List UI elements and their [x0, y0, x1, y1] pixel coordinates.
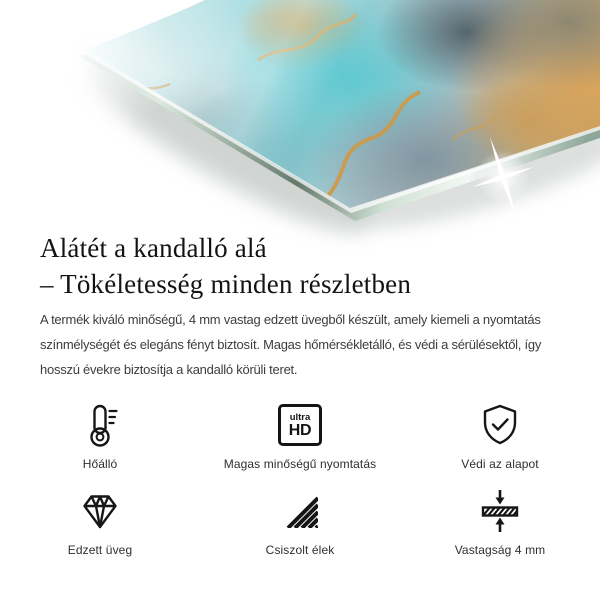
sparkle-glint-icon: [458, 132, 548, 222]
product-description: A termék kiváló minőségű, 4 mm vastag edzett üvegből készült, amely kiemeli a nyomtatás színmélységét és elegáns fényt biztosít. Magas hőmérsékletálló, és védi a sérülésektől, így hosszú évekre biztosítja a kandalló körüli teret.: [40, 312, 542, 377]
feature-label: Hőálló: [82, 457, 118, 471]
title-line-2: – Tökéletesség minden részletben: [40, 269, 412, 299]
feature-label: Edzett üveg: [67, 543, 133, 557]
thickness-icon: [476, 487, 524, 535]
feature-heat-resistant: [0, 401, 200, 471]
shield-check-icon: [476, 401, 524, 449]
feature-print-quality: [200, 401, 400, 471]
feature-thickness: [400, 487, 600, 557]
page-title: [40, 230, 411, 302]
feature-tempered-glass: [0, 487, 200, 557]
thermometer-icon: [76, 401, 124, 449]
diamond-icon: [76, 487, 124, 535]
features-grid: [0, 401, 600, 557]
feature-polished-edges: [200, 487, 400, 557]
ultra-hd-icon: ultra HD: [278, 401, 322, 449]
title-line-1: Alátét a kandalló alá: [40, 233, 267, 263]
polished-edges-icon: [276, 487, 324, 535]
product-image: [0, 0, 600, 228]
feature-label: Védi az alapot: [461, 457, 539, 471]
feature-label: Vastagság 4 mm: [454, 543, 546, 557]
feature-label: Magas minőségű nyomtatás: [223, 457, 377, 471]
feature-base-protection: [400, 401, 600, 471]
feature-label: Csiszolt élek: [265, 543, 335, 557]
